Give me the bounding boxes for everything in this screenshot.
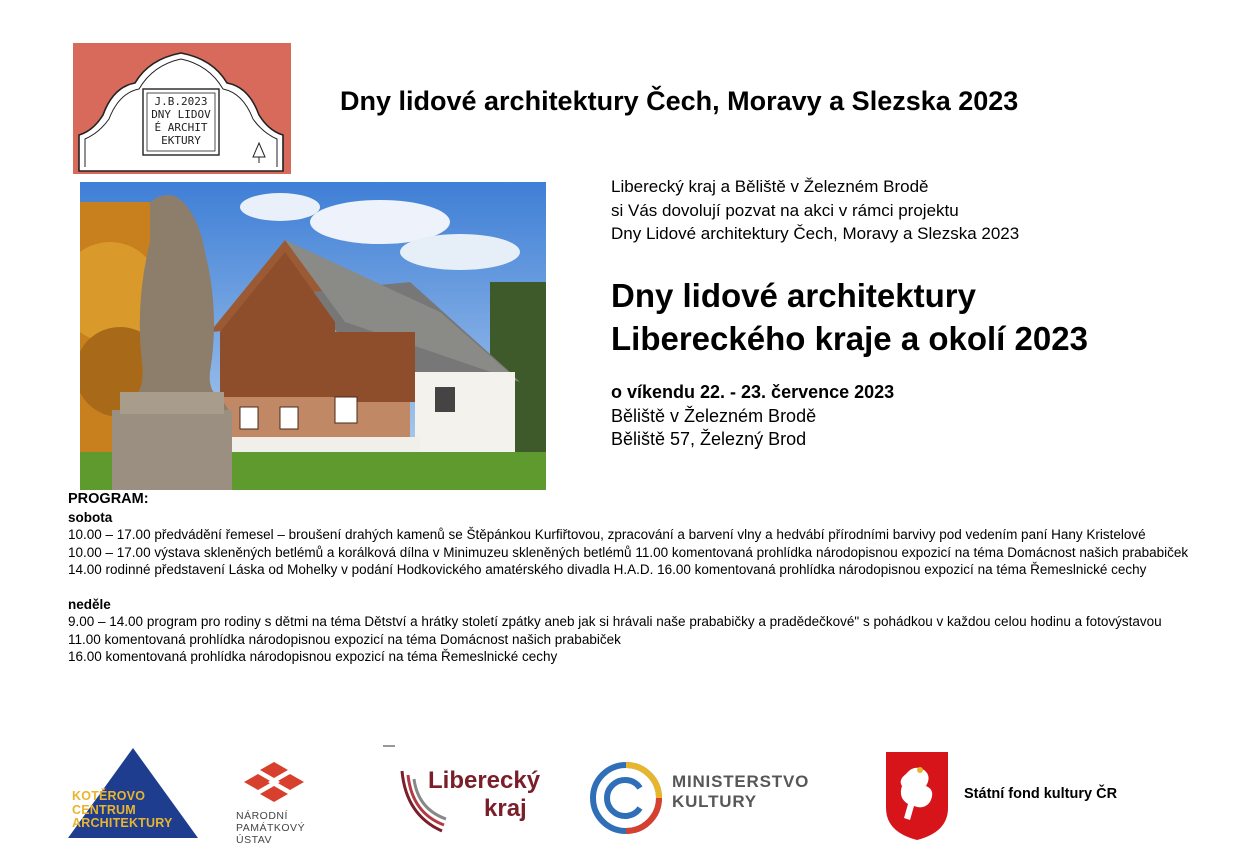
invitation-line: Dny Lidové architektury Čech, Moravy a Slezska 2023 — [611, 224, 1020, 243]
npu-text: NÁRODNÍ PAMÁTKOVÝ ÚSTAV — [236, 810, 306, 846]
invitation-line: Liberecký kraj a Běliště v Železném Brodě — [611, 177, 929, 196]
program-item: 14.00 rodinné představení Láska od Mohelky v podání Hodkovického amatérského divadla H.A.D. 16.00 komentovaná prohlídka národopisnou expozicí na téma Řemeslnické cechy — [68, 562, 1147, 577]
event-place: Běliště v Železném Brodě — [611, 405, 817, 426]
program-item: 10.00 – 17.00 předvádění řemesel – broušení drahých kamenů se Štěpánkou Kurfiřtovou, zpracování a barvení vlny a hedvábí přírodními barvivy pod vedením paní Hany Kristelové — [68, 527, 1146, 542]
program-item: 9.00 – 14.00 program pro rodiny s dětmi na téma Dětství a hrátky století zpátky aneb jak si hrávali naše prababičky a pradědečkové" s pohádkou v každou celou hodinu a fotovýstavou — [68, 614, 1162, 629]
event-address: Běliště 57, Železný Brod — [611, 429, 807, 449]
day-label-sunday: neděle — [68, 596, 111, 612]
koterovo-centrum-text: KOTĚROVO CENTRUM ARCHITEKTURY — [72, 789, 173, 830]
main-title: Dny lidové architektury Čech, Moravy a Slezska 2023 — [340, 86, 1019, 116]
program-section — [68, 491, 1228, 666]
ministerstvo-kultury-text: MINISTERSTVO KULTURY — [672, 772, 810, 811]
logo-line-1: J.B.2023 — [154, 95, 208, 108]
logo-line-2: DNY LIDOV — [151, 108, 211, 121]
invitation-line: si Vás dovolují pozvat na akci v rámci projektu — [611, 200, 959, 220]
cottage-photo — [80, 182, 546, 490]
event-info — [611, 381, 894, 452]
event-title-line-2: Libereckého kraje a okolí 2023 — [611, 320, 1088, 357]
narodni-pamatkovy-ustav-logo — [236, 762, 336, 857]
liberecky-kraj-logo — [398, 765, 543, 837]
program-item: 11.00 komentovaná prohlídka národopisnou expozicí na téma Domácnost našich prababiček — [68, 631, 621, 647]
dny-lidove-architektury-logo — [73, 43, 291, 174]
divider — [383, 745, 395, 747]
program-item: 10.00 – 17.00 výstava skleněných betlémů a korálková dílna v Minimuzeu skleněných betlémů 11.00 komentovaná prohlídka národopisnou expozicí na téma Domácnost našich prababiček — [68, 544, 1189, 560]
koterovo-centrum-logo — [68, 748, 198, 838]
ministerstvo-kultury-logo — [588, 758, 836, 838]
program-item: 16.00 komentovaná prohlídka národopisnou expozicí na téma Řemeslnické cechy — [68, 649, 558, 664]
event-title — [611, 274, 1088, 360]
liberecky-text: Liberecký — [428, 767, 541, 794]
day-label-saturday: sobota — [68, 509, 113, 525]
event-date: o víkendu 22. - 23. července 2023 — [611, 382, 895, 402]
logo-line-4: EKTURY — [161, 134, 201, 147]
statni-fond-kultury-logo — [882, 748, 1140, 843]
kraj-text: kraj — [484, 795, 527, 822]
program-heading: PROGRAM: — [68, 491, 149, 507]
invitation-text — [611, 175, 1019, 246]
logo-line-3: É ARCHIT — [154, 121, 208, 134]
event-title-line-1: Dny lidové architektury — [611, 277, 976, 314]
statni-fond-kultury-text: Státní fond kultury ČR — [964, 786, 1118, 802]
